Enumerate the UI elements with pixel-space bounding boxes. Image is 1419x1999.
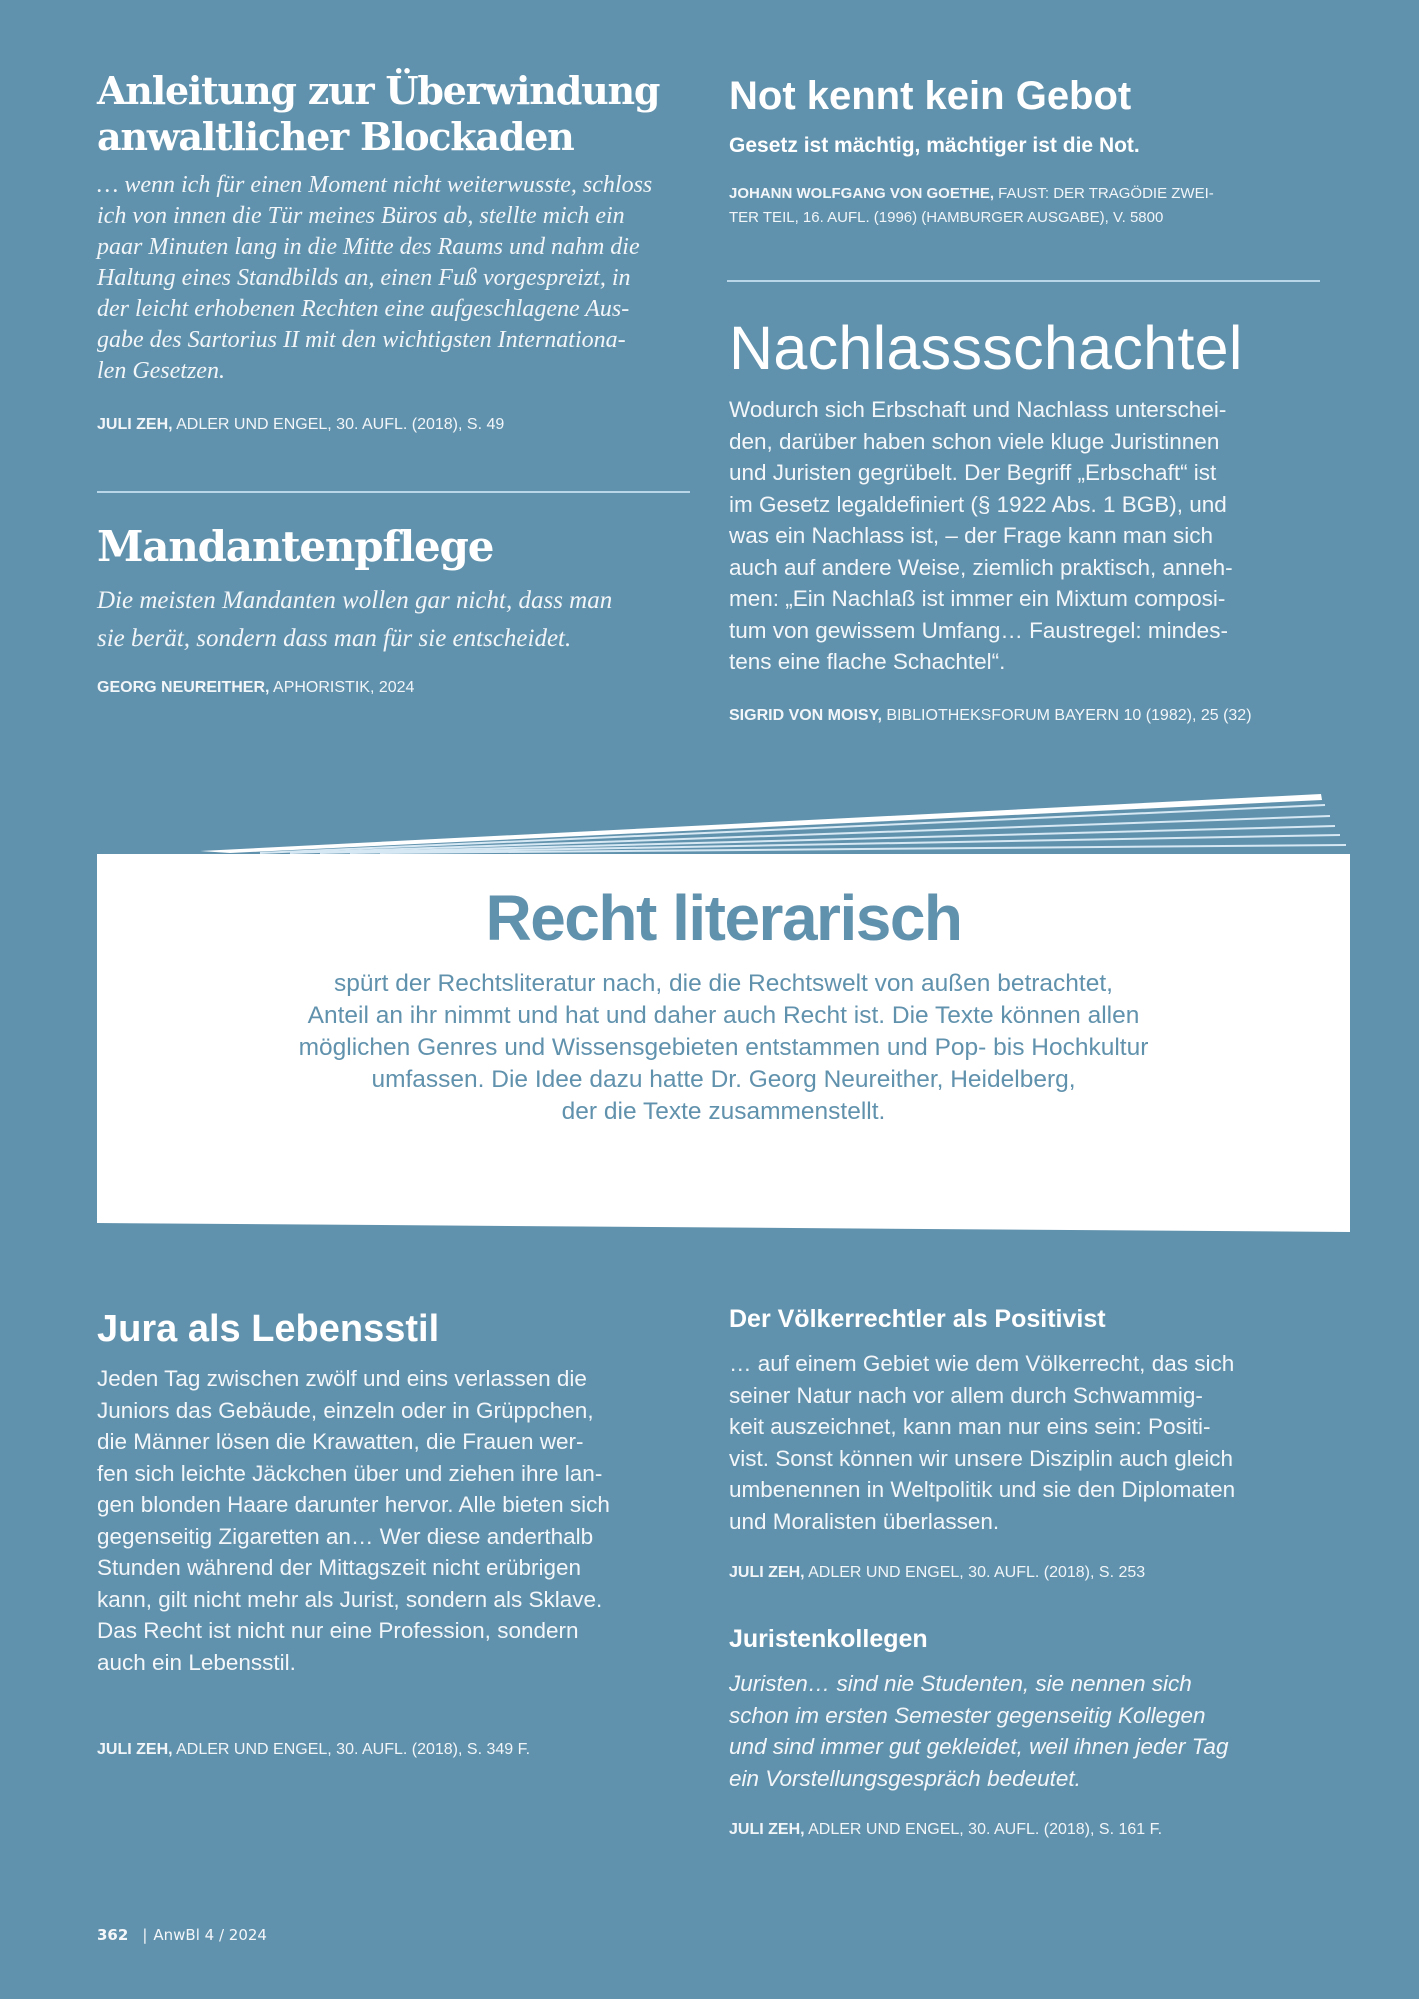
article-title: Juristenkollegen (729, 1625, 928, 1653)
article-title: Not kennt kein Gebot (729, 74, 1132, 118)
body-line: Stunden während der Mittagszeit nicht erübrigen (97, 1555, 582, 1580)
article-juristenkollegen (729, 1622, 1329, 1842)
body-line: tum von gewissem Umfang… Faustregel: mindes- (729, 617, 1228, 643)
body-line: und Moralisten überlassen. (729, 1508, 1000, 1534)
quote-line: ich von innen die Tür meines Büros ab, stellte mich ein (97, 203, 625, 229)
page-edges-icon (200, 794, 1346, 853)
body-line: … auf einem Gebiet wie dem Völkerrecht, das sich (729, 1351, 1235, 1376)
title-line: Anleitung zur Überwindung (97, 68, 660, 113)
body-line: Juniors das Gebäude, einzeln oder in Grüppchen, (97, 1397, 594, 1423)
page-number: 362 (97, 1926, 129, 1944)
body-line: tens eine flache Schachtel“. (729, 649, 1006, 674)
body-line: vist. Sonst können wir unsere Disziplin auch gleich (729, 1445, 1233, 1471)
quote-line: paar Minuten lang in die Mitte des Raums und nahm die (97, 234, 640, 260)
citation (729, 1818, 1329, 1842)
quote-line: ein Vorstellungsgespräch bedeutet. (729, 1765, 1081, 1791)
body-line: was ein Nachlass ist, – der Frage kann man sich (729, 523, 1213, 548)
citation-source: TER TEIL, 16. AUFL. (1996) (HAMBURGER AUSGABE), V. 5800 (729, 209, 1164, 226)
body-line: umbenennen in Weltpolitik und sie den Diplomaten (729, 1477, 1236, 1502)
body-line: gen blonden Haare darunter hervor. Alle bieten sich (97, 1492, 610, 1517)
article-title: Nachlassschachtel (729, 314, 1243, 382)
citation (97, 1738, 692, 1762)
citation (729, 1561, 1329, 1585)
body-line: die Männer lösen die Krawatten, die Frauen wer- (97, 1429, 584, 1454)
title-line: anwaltlicher Blockaden (97, 114, 574, 159)
body-line: Das Recht ist nicht nur eine Profession, sondern (97, 1618, 579, 1643)
quote-line: … wenn ich für einen Moment nicht weiterwusste, schloss (97, 172, 653, 198)
body-line: kann, gilt nicht mehr als Jurist, sondern als Sklave. (97, 1586, 603, 1612)
article-title: Jura als Lebensstil (97, 1308, 440, 1350)
body-line: keit auszeichnet, kann man nur eins sein: Positi- (729, 1414, 1211, 1439)
article-title: Mandantenpflege (97, 522, 494, 571)
citation-author: JULI ZEH, (97, 416, 173, 433)
box-description (97, 968, 1350, 1128)
citation-author: JULI ZEH, (97, 1741, 173, 1758)
body-line: und Juristen gegrübelt. Der Begriff „Erbschaft“ ist (729, 460, 1217, 485)
quote-line: Juristen… sind nie Studenten, sie nennen sich (729, 1671, 1192, 1696)
citation-author: GEORG NEUREITHER, (97, 679, 270, 696)
description-line: Anteil an ihr nimmt und hat und daher auch Recht ist. Die Texte können allen (307, 1002, 1140, 1029)
quote-line: Die meisten Mandanten wollen gar nicht, dass man (97, 587, 613, 614)
quote-line: Haltung eines Standbilds an, einen Fuß vorgespreizt, in (97, 265, 631, 291)
body-line: gegenseitig Zigaretten an… Wer diese anderthalb (97, 1523, 594, 1549)
article-title: Der Völkerrechtler als Positivist (729, 1305, 1106, 1333)
box-title: Recht literarisch (485, 882, 962, 954)
quote-line: gabe des Sartorius II mit den wichtigsten Internationa- (97, 327, 626, 353)
description-line: der die Texte zusammenstellt. (561, 1098, 886, 1125)
body-line: auch auf andere Weise, ziemlich praktisch, anneh- (729, 554, 1233, 580)
body-line: Jeden Tag zwischen zwölf und eins verlassen die (97, 1366, 587, 1391)
citation-source: ADLER UND ENGEL, 30. AUFL. (2018), S. 49 (172, 416, 505, 433)
journal-issue: AnwBl 4 / 2024 (153, 1926, 267, 1944)
quote-line: len Gesetzen. (97, 358, 225, 384)
article-quote (729, 1668, 1329, 1794)
citation-source: FAUST: DER TRAGÖDIE ZWEI- (994, 185, 1214, 202)
page-footer (97, 1926, 267, 1944)
footer-separator: | (142, 1926, 148, 1944)
article-body (729, 1348, 1329, 1537)
article-body (97, 1363, 692, 1678)
citation-source: ADLER UND ENGEL, 30. AUFL. (2018), S. 349 F. (172, 1741, 531, 1758)
body-line: men: „Ein Nachlaß ist immer ein Mixtum composi- (729, 586, 1226, 611)
body-line: seiner Natur nach vor allem durch Schwammig- (729, 1382, 1203, 1408)
article-jura-als-lebensstil (97, 1305, 692, 1762)
citation-source: APHORISTIK, 2024 (269, 679, 415, 696)
citation-source: ADLER UND ENGEL, 30. AUFL. (2018), S. 253 (804, 1564, 1146, 1581)
body-line: fen sich leichte Jäckchen über und ziehen ihre lan- (97, 1460, 603, 1486)
citation-author: JULI ZEH, (729, 1564, 805, 1581)
quote-line: der leicht erhobenen Rechten eine aufgeschlagene Aus- (97, 296, 630, 322)
body-line: im Gesetz legaldefiniert (§ 1922 Abs. 1 BGB), und (729, 491, 1227, 517)
citation-author: JULI ZEH, (729, 1821, 805, 1838)
description-line: umfassen. Die Idee dazu hatte Dr. Georg Neureither, Heidelberg, (371, 1066, 1076, 1093)
description-line: spürt der Rechtsliteratur nach, die die Rechtswelt von außen betrachtet, (334, 970, 1113, 997)
citation-source: BIBLIOTHEKSFORUM BAYERN 10 (1982), 25 (32) (881, 706, 1252, 724)
quote-line: sie berät, sondern dass man für sie entscheidet. (97, 625, 572, 652)
body-line: den, darüber haben schon viele kluge Juristinnen (729, 428, 1220, 454)
citation-author: SIGRID VON MOISY, (729, 706, 882, 724)
intro-box (97, 880, 1350, 1128)
quote-line: schon im ersten Semester gegenseitig Kollegen (729, 1702, 1206, 1728)
citation-author: JOHANN WOLFGANG VON GOETHE, (729, 185, 995, 202)
body-line: auch ein Lebensstil. (97, 1649, 296, 1675)
article-voelkerrechtler (729, 1302, 1329, 1585)
citation-source: ADLER UND ENGEL, 30. AUFL. (2018), S. 161 F. (804, 1821, 1163, 1838)
article-subtitle: Gesetz ist mächtig, mächtiger ist die Not. (729, 134, 1140, 157)
body-line: Wodurch sich Erbschaft und Nachlass unterschei- (729, 397, 1227, 422)
description-line: möglichen Genres und Wissensgebieten entstammen und Pop- bis Hochkultur (298, 1034, 1149, 1061)
quote-line: und sind immer gut gekleidet, weil ihnen jeder Tag (729, 1734, 1229, 1759)
